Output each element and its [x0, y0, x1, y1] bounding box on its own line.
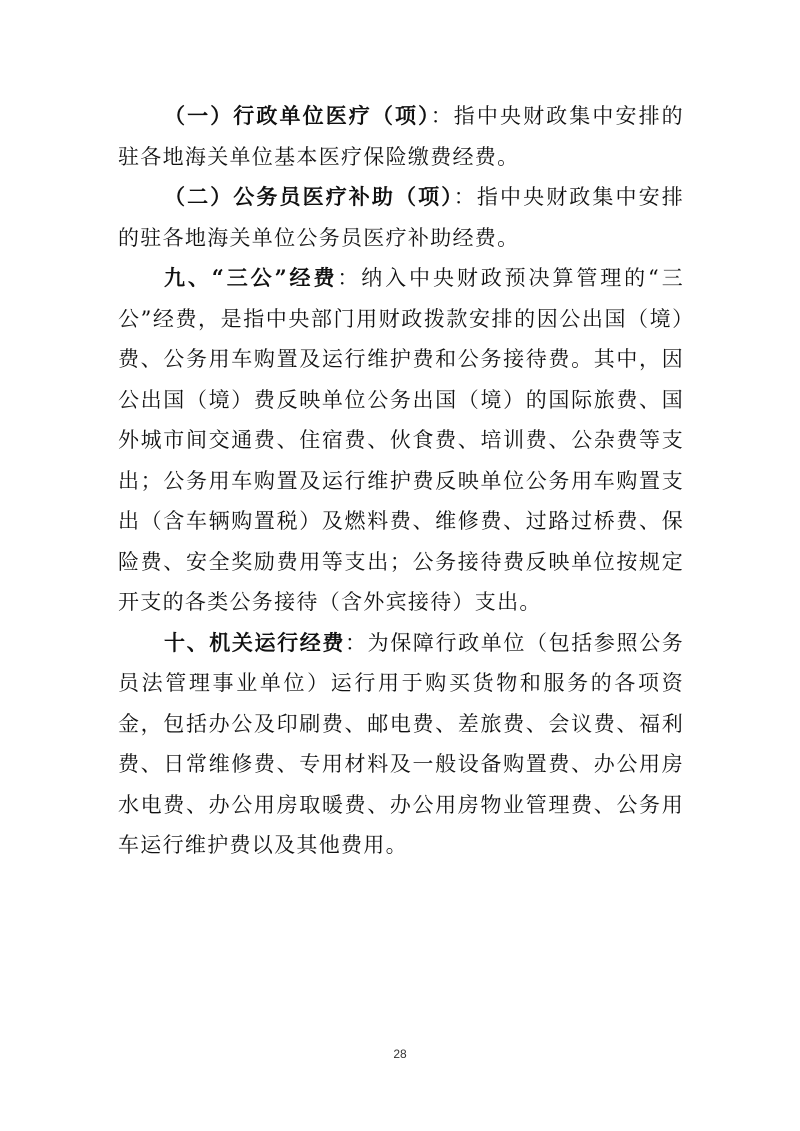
paragraph-civil-servant-medical-subsidy — [118, 177, 684, 258]
term-operating-expenses: 十、机关运行经费 — [164, 629, 345, 655]
term-three-public-expenses: 九、“三公”经费 — [164, 265, 338, 290]
definition-operating-expenses: ：为保障行政单位（包括参照公务员法管理事业单位）运行用于购买货物和服务的各项资金，包括办公及印刷费、邮电费、差旅费、会议费、福利费、日常维修费、专用材料及一般设备购置费、办公用房水电费、办公用房取暖费、办公用房物业管理费、公务用车运行维护费以及其他费用。 — [118, 630, 684, 857]
page-number: 28 — [393, 1047, 407, 1061]
paragraph-administrative-medical — [118, 96, 684, 177]
definition-three-public-expenses: ：纳入中央财政预决算管理的“三公”经费，是指中央部门用财政拨款安排的因公出国（境）费、公务用车购置及运行维护费和公务接待费。其中，因公出国（境）费反映单位公务出国（境）的国际旅费、国外城市间交通费、住宿费、伙食费、培训费、公杂费等支出；公务用车购置及运行维护费反映单位公务用车购置支出（含车辆购置税）及燃料费、维修费、过路过桥费、保险费、安全奖励费用等支出；公务接待费反映单位按规定开支的各类公务接待（含外宾接待）支出。 — [118, 266, 684, 614]
paragraph-three-public-expenses — [118, 258, 684, 623]
definition-administrative-medical: ：指中央财政集中安排的驻各地海关单位基本医疗保险缴费经费。 — [118, 104, 684, 169]
document-body — [118, 96, 684, 866]
paragraph-operating-expenses — [118, 623, 684, 866]
definition-civil-servant-medical-subsidy: ：指中央财政集中安排的驻各地海关单位公务员医疗补助经费。 — [118, 185, 684, 250]
term-civil-servant-medical-subsidy: （二）公务员医疗补助（项） — [164, 184, 454, 209]
term-administrative-medical: （一）行政单位医疗（项） — [164, 103, 431, 128]
